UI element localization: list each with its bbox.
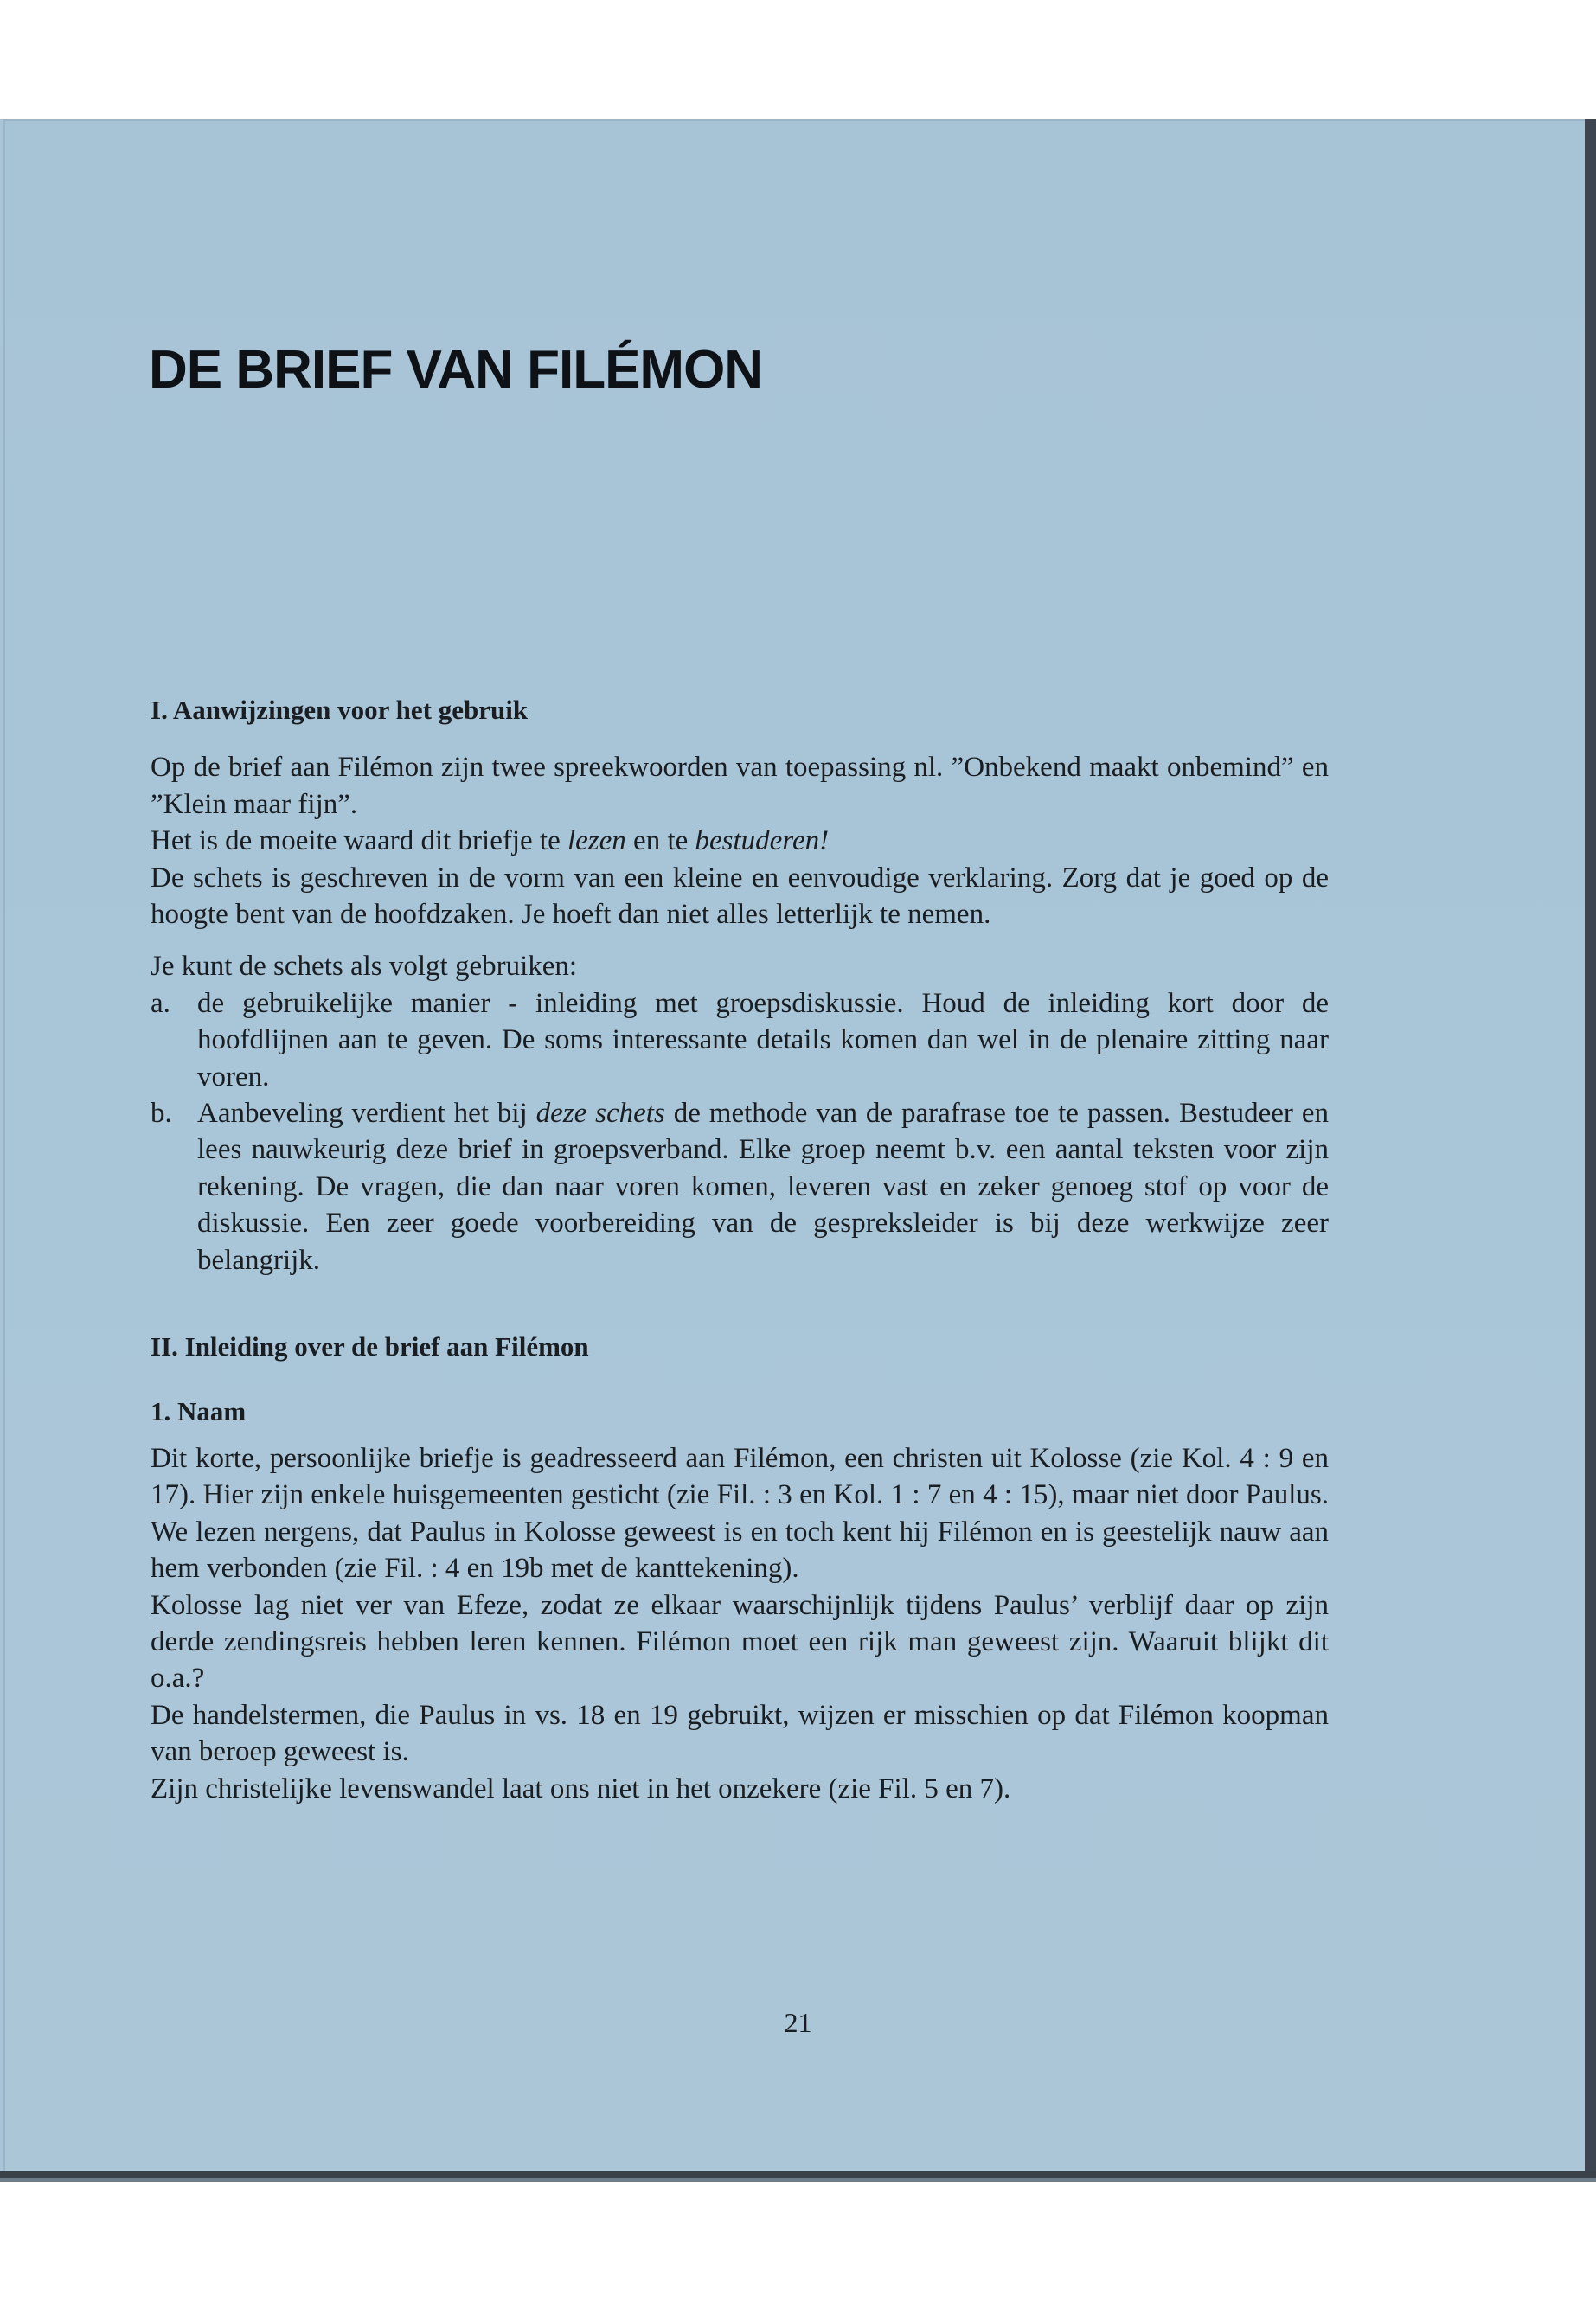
section-1-paragraph-3: De schets is geschreven in de vorm van een kleine en eenvoudige verklaring. Zorg dat je goed op de hoogte bent van de hoofdzaken. Je hoeft dan niet alles letterlijk te nemen.	[151, 862, 1329, 931]
scan-edge-right	[1585, 119, 1596, 2180]
text-run: en te	[625, 825, 695, 857]
section-1-paragraph-1: Op de brief aan Filémon zijn twee spreekwoorden van toepassing nl. ”Onbekend maakt onbemind” en ”Klein maar fijn”.	[151, 752, 1329, 820]
section-1-paragraph-4: Je kunt de schets als volgt gebruiken:	[151, 951, 578, 983]
section-1-paragraph-2	[151, 823, 1329, 859]
scan-strip-bottom	[0, 2178, 1596, 2182]
text-run: Het is de moeite waard dit briefje te	[151, 825, 567, 857]
subsection-naam-heading: 1. Naam	[151, 1395, 247, 1426]
scan-edge-bottom	[0, 2171, 1596, 2178]
text-run: de methode van de parafrase toe te passen. Bestudeer en lees nauwkeurig deze brief in groepsverband. Elke groep neemt b.v. een aantal teksten voor zijn rekening. De vragen, die dan naar voren komen, leveren vast en zeker genoeg stof op voor de diskussie. Een zeer goede voorbereiding van de gespreksleider is bij deze werkwijze zeer belangrijk.	[197, 1098, 1329, 1276]
document-body	[151, 692, 1329, 1807]
section-1-heading: I. Aanwijzingen voor het gebruik	[151, 695, 529, 725]
list-marker: b.	[151, 1098, 172, 1130]
list-item-text: de gebruikelijke manier - inleiding met groepsdiskussie. Houd de inleiding kort door de hoofdlijnen aan te geven. De soms interessante details komen dan wel in de plenaire zitting naar voren.	[197, 987, 1329, 1093]
section-2-heading: II. Inleiding over de brief aan Filémon	[151, 1331, 589, 1362]
emphasis-bestuderen: bestuderen!	[695, 825, 830, 857]
list-item-a	[151, 985, 1329, 1095]
section-2-paragraph-2: Kolosse lag niet ver van Efeze, zodat ze elkaar waarschijnlijk tijdens Paulus’ verblijf daar op zijn derde zendingsreis hebben leren kennen. Filémon moet een rijk man geweest zijn. Waaruit blijkt dit o.a.?	[151, 1589, 1329, 1695]
section-2-paragraph-1: Dit korte, persoonlijke briefje is geadresseerd aan Filémon, een christen uit Kolosse (zie Kol. 4 : 9 en 17). Hier zijn enkele huisgemeenten gesticht (zie Fil. : 3 en Kol. 1 : 7 en 4 : 15), maar niet door Paulus. We lezen nergens, dat Paulus in Kolosse geweest is en toch kent hij Filémon en is geestelijk nauw aan hem verbonden (zie Fil. : 4 en 19b met de kanttekening).	[151, 1442, 1329, 1585]
usage-list	[151, 985, 1329, 1279]
text-run: Aanbeveling verdient het bij	[197, 1098, 536, 1130]
page-title: DE BRIEF VAN FILÉMON	[149, 340, 763, 400]
list-marker: a.	[151, 987, 170, 1019]
list-item-b	[151, 1095, 1329, 1279]
section-2-paragraph-4: Zijn christelijke levenswandel laat ons niet in het onzekere (zie Fil. 5 en 7).	[151, 1772, 1011, 1804]
page-number: 21	[784, 2007, 812, 2038]
emphasis-lezen: lezen	[567, 825, 626, 857]
section-2-paragraph-3: De handelstermen, die Paulus in vs. 18 en 19 gebruikt, wijzen er misschien op dat Filémon koopman van beroep geweest is.	[151, 1699, 1329, 1768]
emphasis-deze-schets: deze schets	[535, 1098, 665, 1130]
